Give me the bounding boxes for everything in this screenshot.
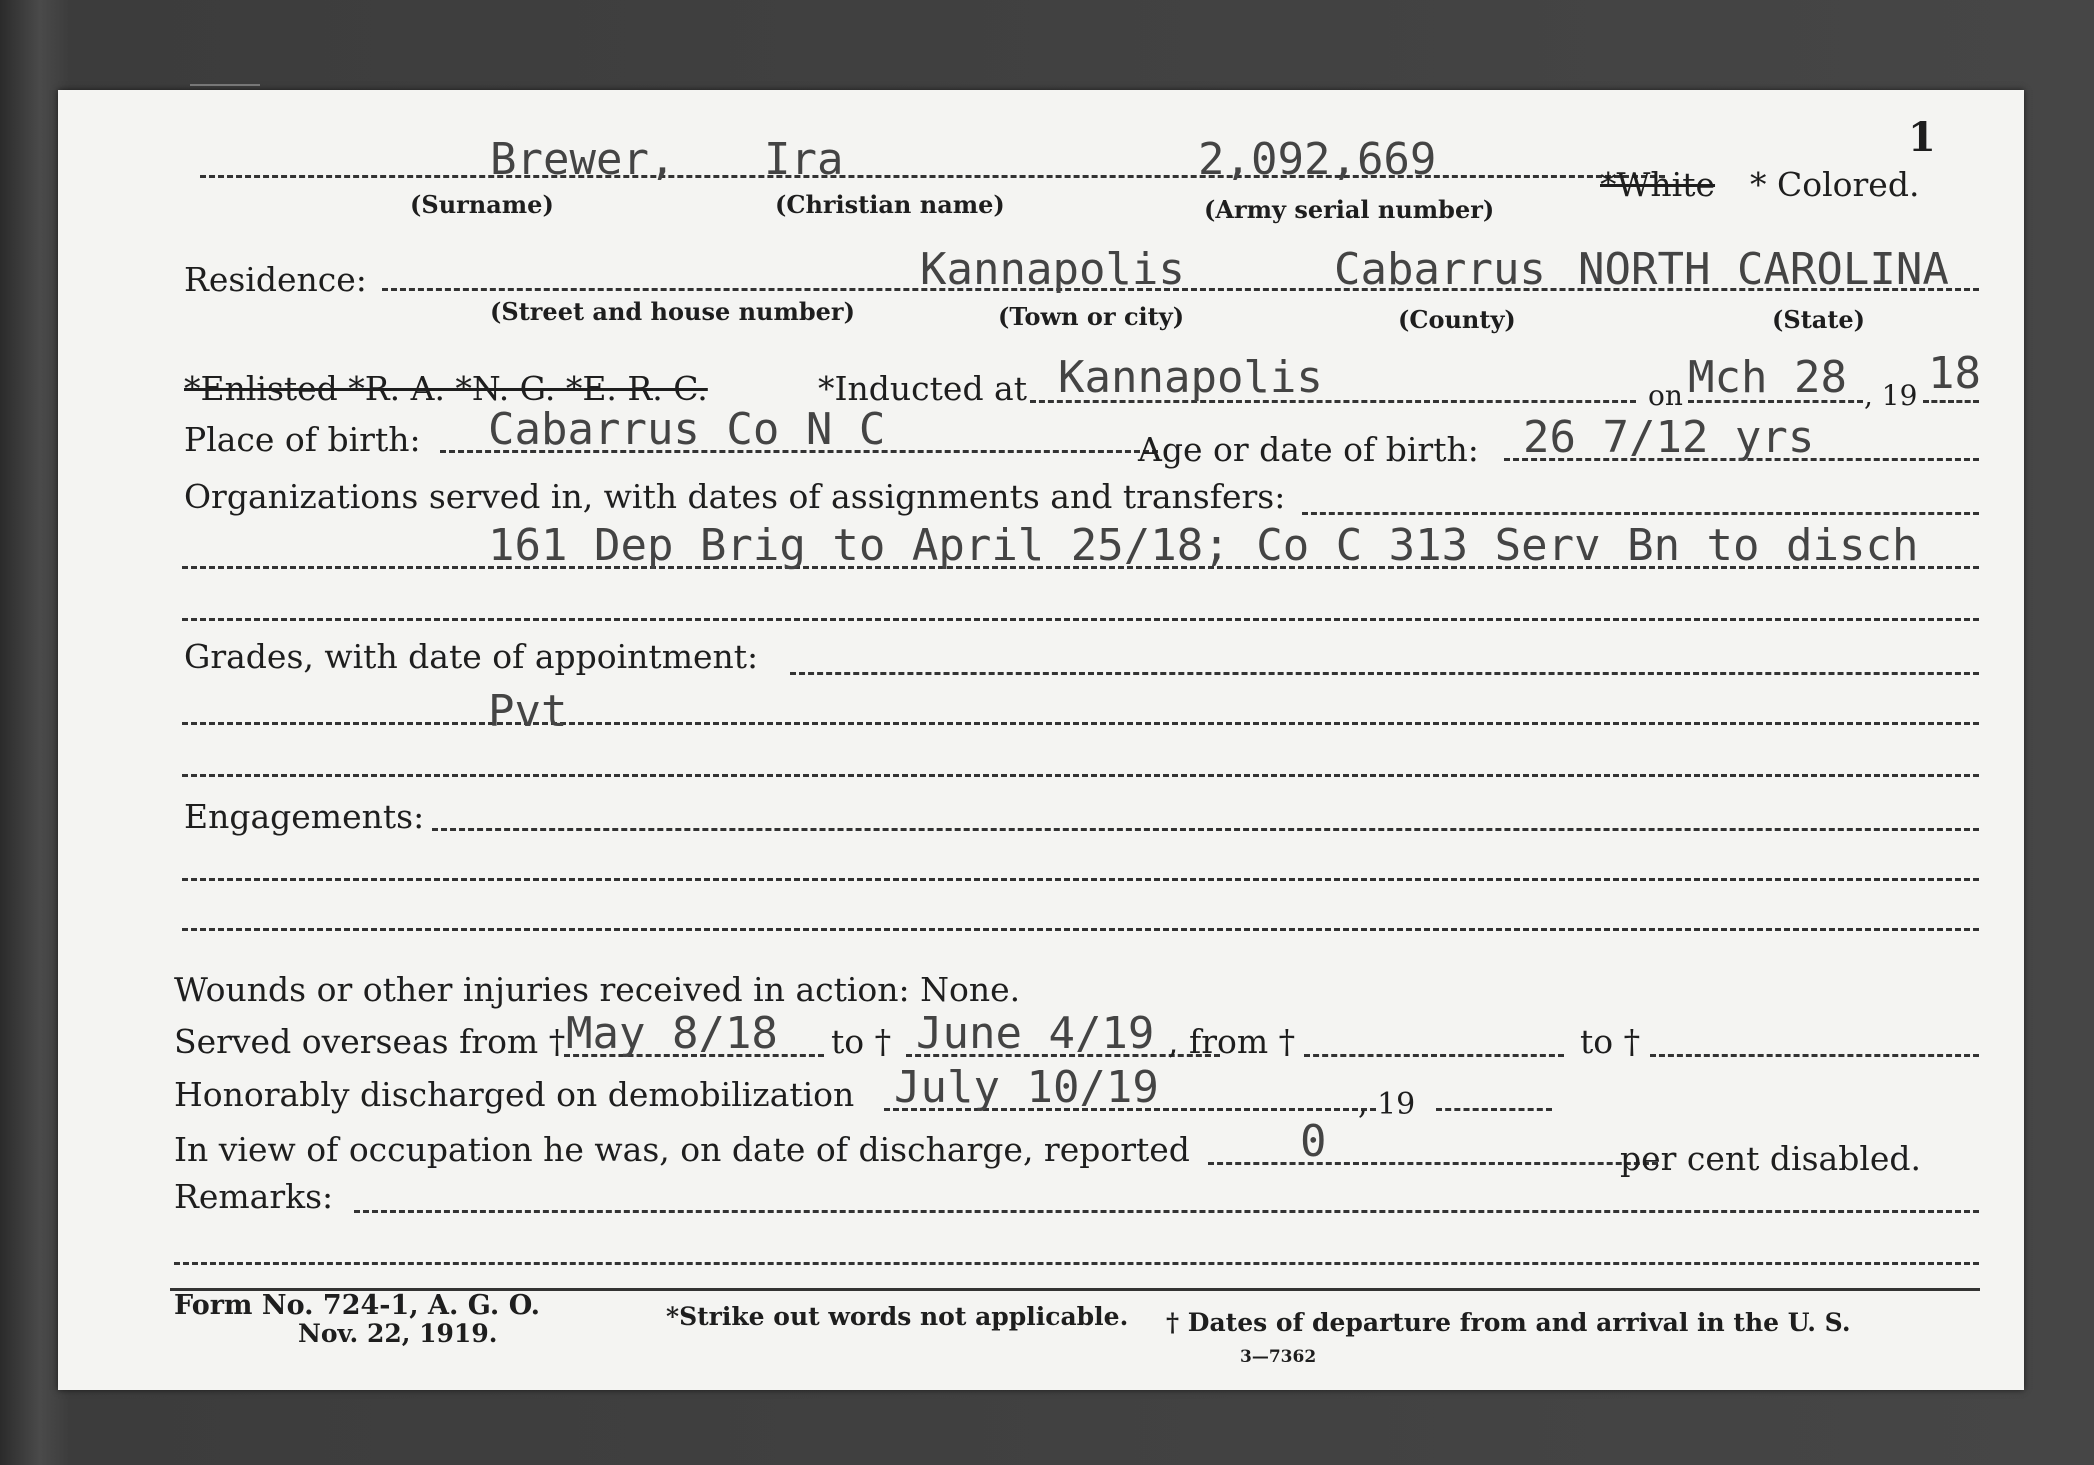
residence-town-value: Kannapolis: [920, 244, 1185, 295]
disability-label: In view of occupation he was, on date of discharge, reported: [174, 1130, 1190, 1169]
christian-name-caption: (Christian name): [775, 190, 1005, 219]
disability-line: [1208, 1162, 1658, 1165]
overseas-to-value: June 4/19: [916, 1008, 1155, 1059]
grades-label: Grades, with date of appointment:: [184, 637, 759, 676]
place-of-birth-label: Place of birth:: [184, 420, 421, 459]
engagements-line-1: [432, 828, 1979, 831]
strike-out-note: *Strike out words not applicable.: [666, 1302, 1129, 1331]
engagements-label: Engagements:: [184, 797, 425, 836]
discharge-year-line: [1436, 1108, 1552, 1111]
grades-value: Pvt: [488, 686, 568, 737]
overseas-to2-line: [1650, 1054, 1979, 1057]
engagements-line-3: [182, 928, 1979, 931]
inducted-at-label: *Inducted at: [818, 369, 1027, 408]
inducted-date-value: Mch 28: [1688, 352, 1847, 403]
print-code: 3—7362: [1240, 1347, 1317, 1367]
inducted-place-value: Kannapolis: [1058, 352, 1323, 403]
organizations-label: Organizations served in, with dates of assignments and transfers:: [184, 477, 1286, 516]
overseas-from-value: May 8/18: [566, 1008, 778, 1059]
inducted-year-prefix: , 19: [1864, 379, 1918, 412]
on-label: on: [1648, 379, 1683, 412]
form-number: Form No. 724-1, A. G. O.: [174, 1290, 541, 1321]
remarks-line-1: [354, 1210, 1979, 1213]
overseas-to2-label: to †: [1580, 1022, 1641, 1061]
serial-number-value: 2,092,669: [1198, 134, 1437, 185]
remarks-line-2: [174, 1262, 1979, 1265]
organizations-line-1: [1302, 512, 1979, 515]
street-caption: (Street and house number): [490, 297, 855, 326]
wounds-label: Wounds or other injuries received in action: None.: [174, 970, 1021, 1009]
race-white-text: *White: [1600, 165, 1716, 204]
discharge-label: Honorably discharged on demobilization: [174, 1075, 855, 1114]
organizations-line-3: [182, 618, 1979, 621]
surname-value: Brewer,: [490, 134, 676, 185]
christian-name-value: Ira: [764, 134, 844, 185]
grades-line-1: [790, 672, 1979, 675]
race-colored: * Colored.: [1750, 165, 1920, 204]
disability-suffix: per cent disabled.: [1620, 1139, 1922, 1178]
grades-line-3: [182, 774, 1979, 777]
dates-note: † Dates of departure from and arrival in the U. S.: [1166, 1308, 1851, 1337]
state-caption: (State): [1772, 305, 1866, 334]
age-label: Age or date of birth:: [1138, 430, 1479, 469]
engagements-line-2: [182, 878, 1979, 881]
residence-state-value: NORTH CAROLINA: [1578, 244, 1949, 295]
discharge-year-prefix: , 19: [1358, 1087, 1416, 1122]
residence-county-value: Cabarrus: [1334, 244, 1546, 295]
remarks-label: Remarks:: [174, 1177, 334, 1216]
disability-value: 0: [1300, 1116, 1327, 1167]
organizations-value: 161 Dep Brig to April 25/18; Co C 313 Serv Bn to disch: [488, 520, 1919, 571]
discharge-date-value: July 10/19: [894, 1062, 1159, 1113]
card-number: 1: [1908, 114, 1936, 161]
form-date: Nov. 22, 1919.: [298, 1319, 498, 1348]
service-record-card: [58, 90, 2024, 1390]
overseas-from2-line: [1304, 1054, 1564, 1057]
county-caption: (County): [1398, 305, 1516, 334]
serial-number-caption: (Army serial number): [1204, 195, 1495, 224]
name-line: [200, 175, 1665, 178]
stray-mark: [190, 84, 260, 86]
place-of-birth-value: Cabarrus Co N C: [488, 404, 886, 455]
town-caption: (Town or city): [998, 302, 1185, 331]
grades-line-2: [182, 722, 1979, 725]
age-value: 26 7/12 yrs: [1523, 412, 1815, 463]
inducted-year-value: 18: [1928, 348, 1981, 399]
residence-label: Residence:: [184, 260, 367, 299]
enlistment-options-struck: [184, 369, 708, 408]
overseas-to-label: to †: [831, 1022, 892, 1061]
inducted-year-line: [1923, 400, 1979, 403]
overseas-from2-label: , from †: [1168, 1022, 1296, 1061]
race-white-struck: [1600, 165, 1716, 204]
enlistment-options-text: *Enlisted *R. A. *N. G. *E. R. C.: [184, 369, 708, 408]
overseas-from-label: Served overseas from †: [174, 1022, 566, 1061]
surname-caption: (Surname): [410, 190, 554, 219]
